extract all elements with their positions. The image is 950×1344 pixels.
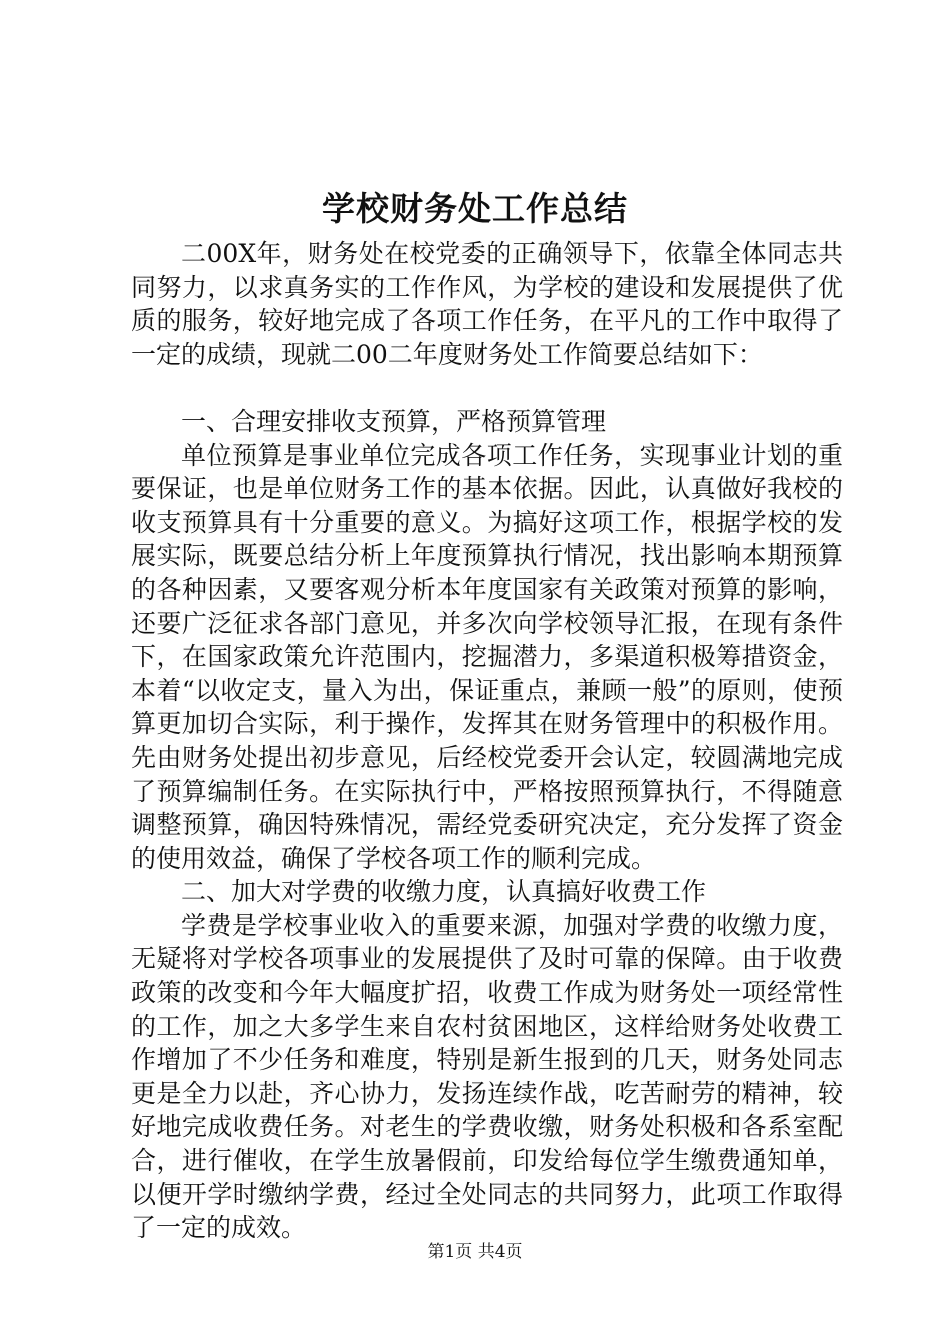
section-heading-1: 一、合理安排收支预算，严格预算管理 — [181, 406, 607, 436]
section-paragraph-1: 单位预算是事业单位完成各项工作任务，实现事业计划的重要保证，也是单位财务工作的基本依据。因此，认真做好我校的收支预算具有十分重要的意义。为搞好这项工作，根据学校的发展实际，既要总结分析上年度预算执行情况，找出影响本期预算的各种因素，又要客观分析本年度国家有关政策对预算的影响，还要广泛征求各部门意见，并多次向学校领导汇报，在现有条件下，在国家政策允许范围内，挖掘潜力，多渠道积极筹措资金，本着“以收定支，量入为出，保证重点，兼顾一般”的原则，使预算更加切合实际，利于操作，发挥其在财务管理中的积极作用。先由财务处提出初步意见，后经校党委开会认定，较圆满地完成了预算编制任务。在实际执行中，严格按照预算执行，不得随意调整预算，确因特殊情况，需经党委研究决定，充分发挥了资金的使用效益，确保了学校各项工作的顺利完成。 — [131, 440, 843, 873]
document-body — [131, 237, 843, 1245]
section-paragraph-2: 学费是学校事业收入的重要来源，加强对学费的收缴力度，无疑将对学校各项事业的发展提供了及时可靠的保障。由于收费政策的改变和今年大幅度扩招，收费工作成为财务处一项经常性的工作，加之大多学生来自农村贫困地区，这样给财务处收费工作增加了不少任务和难度，特别是新生报到的几天，财务处同志更是全力以赴，齐心协力，发扬连续作战，吃苦耐劳的精神，较好地完成收费任务。对老生的学费收缴，财务处积极和各系室配合，进行催收，在学生放暑假前，印发给每位学生缴费通知单，以便开学时缴纳学费，经过全处同志的共同努力，此项工作取得了一定的成效。 — [131, 910, 843, 1243]
section-heading-2: 二、加大对学费的收缴力度，认真搞好收费工作 — [181, 877, 707, 907]
page-number-footer: 第1页 共4页 — [427, 1242, 523, 1262]
intro-paragraph: 二00X年，财务处在校党委的正确领导下，依靠全体同志共同努力，以求真务实的工作作风，为学校的建设和发展提供了优质的服务，较好地完成了各项工作任务，在平凡的工作中取得了一定的成绩，现就二00二年度财务处工作简要总结如下： — [131, 239, 843, 369]
document-title: 学校财务处工作总结 — [322, 189, 628, 228]
